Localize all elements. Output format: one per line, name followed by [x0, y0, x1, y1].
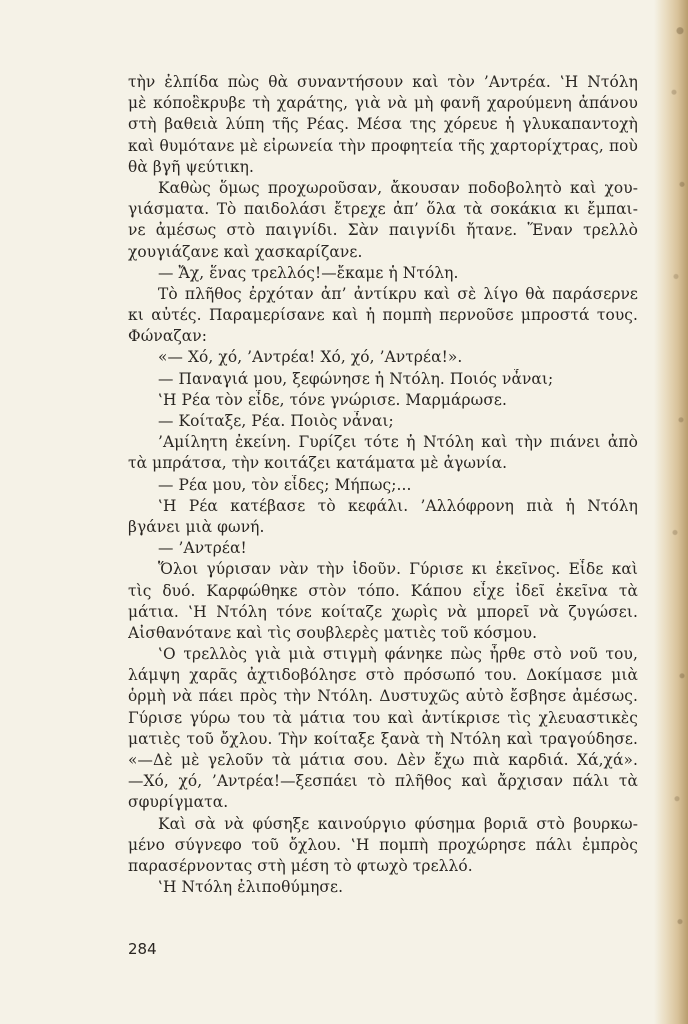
text-line: ’Αμίλητη ἐκείνη. Γυρίζει τότε ἡ Ντόλη καὶ τὴν πιάνει ἀπὸ: [158, 433, 638, 452]
body-text: [128, 72, 638, 898]
text-line: καὶ θυμότανε μὲ εἰρωνεία τὴν προφητεία τῆς χαρτορίχτρας, ποὺ: [128, 136, 638, 155]
text-line: — ’Αντρέα!: [158, 539, 247, 558]
text-line: Γύρισε γύρω του τὰ μάτια του καὶ ἀντίκρισε τὶς χλευαστικὲς: [128, 708, 638, 727]
text-line: νε ἀμέσως στὸ παιγνίδι. Σὰν παιγνίδι ἤτανε. Ἕναν τρελλὸ: [128, 221, 638, 240]
text-line: θὰ βγῆ ψεύτικη.: [128, 157, 254, 176]
text-line: κι αὐτές. Παραμερίσανε καὶ ἡ πομπὴ περνοῦσε μπροστά τους.: [128, 306, 638, 325]
text-line: μάτια. ‛Η Ντόλη τόνε κοίταζε χωρὶς νὰ μπορεῖ νὰ ζυγώσει.: [128, 602, 638, 621]
text-line: τὴν ἐλπίδα πὼς θὰ συναντήσουν καὶ τὸν ’Αντρέα. ‛Η Ντόλη: [128, 73, 638, 91]
text-line: — Ἄχ, ἕνας τρελλός!—ἔκαμε ἡ Ντόλη.: [158, 263, 459, 282]
page-edge-foxing: [668, 0, 688, 1024]
text-line: ‛Η Ντόλη ἐλιποθύμησε.: [158, 878, 344, 897]
text-line: γιάσματα. Τὸ παιδολάσι ἔτρεχε ἀπ’ ὅλα τὰ σοκάκια κι ἔμπαι-: [128, 200, 638, 219]
text-line: Ὅλοι γύρισαν νὰν τὴν ἰδοῦν. Γύρισε κι ἐκεῖνος. Εἶδε καὶ: [158, 560, 638, 579]
text-line: ‛Η Ρέα τὸν εἶδε, τόνε γνώρισε. Μαρμάρωσε.: [158, 390, 507, 409]
text-line: «— Χό, χό, ’Αντρέα! Χό, χό, ’Αντρέα!».: [158, 348, 463, 367]
text-line: μένο σύγνεφο τοῦ ὄχλου. ‛Η πομπὴ προχώρησε πάλι ἐμπρὸς: [128, 835, 638, 854]
page-number: 284: [128, 940, 157, 958]
text-line: — Παναγιά μου, ξεφώνησε ἡ Ντόλη. Ποιός νἆναι;: [158, 369, 554, 388]
text-line: «—Δὲ μὲ γελοῦν τὰ μάτια σου. Δὲν ἔχω πιὰ καρδιά. Χά,χά».: [128, 751, 638, 769]
text-line: — Κοίταξε, Ρέα. Ποιὸς νἆναι;: [158, 412, 394, 430]
text-line: ‛Ο τρελλὸς γιὰ μιὰ στιγμὴ φάνηκε πὼς ἦρθε στὸ νοῦ του,: [158, 645, 638, 664]
text-line: σφυρίγματα.: [128, 793, 229, 812]
text-line: μὲ κόποἒκρυβε τὴ χαράτης, γιὰ νὰ μὴ φανῆ χαρούμενη ἀπάνου: [128, 94, 638, 113]
text-line: χουγιάζανε καὶ χασκαρίζανε.: [128, 242, 363, 261]
text-line: στὴ βαθειὰ λύπη τῆς Ρέας. Μέσα της χόρευε ἡ γλυκαπαντοχὴ: [128, 115, 638, 134]
text-line: ὁρμὴ νὰ πάει πρὸς τὴν Ντόλη. Δυστυχῶς αὐτὸ ἔσβησε ἀμέσως.: [128, 687, 638, 706]
text-line: τὶς δυό. Καρφώθηκε στὸν τόπο. Κάπου εἶχε ἰδεῖ ἐκεῖνα τὰ: [128, 581, 638, 600]
text-line: ‛Η Ρέα κατέβασε τὸ κεφάλι. ’Αλλόφρονη πιὰ ἡ Ντόλη: [158, 496, 638, 515]
text-line: Τὸ πλῆθος ἐρχόταν ἀπ’ ἀντίκρυ καὶ σὲ λίγο θὰ παράσερνε: [158, 284, 638, 303]
text-line: Καὶ σὰ νὰ φύσηξε καινούργιο φύσημα βοριᾶ στὸ βουρκω-: [158, 814, 638, 833]
text-line: ματιὲς τοῦ ὄχλου. Τὴν κοίταξε ξανὰ τὴ Ντόλη καὶ τραγούδησε.: [128, 729, 638, 748]
text-line: —Χό, χό, ’Αντρέα!—ξεσπάει τὸ πλῆθος καὶ ἄρχισαν πάλι τὰ: [128, 772, 638, 791]
text-line: βγάνει μιὰ φωνή.: [128, 517, 265, 536]
text-line: Φώναζαν:: [128, 327, 207, 346]
text-line: — Ρέα μου, τὸν εἶδες; Μήπως;...: [158, 475, 412, 494]
text-line: τὰ μπράτσα, τὴν κοιτάζει κατάματα μὲ ἀγωνία.: [128, 454, 508, 473]
text-line: Καθὼς ὅμως προχωροῦσαν, ἄκουσαν ποδοβολητὸ καὶ χου-: [158, 178, 638, 197]
text-line: Αἰσθανότανε καὶ τὶς σουβλερὲς ματιὲς τοῦ κόσμου.: [128, 623, 538, 642]
text-line: παρασέρνοντας στὴ μέση τὸ φτωχὸ τρελλό.: [128, 856, 473, 875]
text-line: λάμψη χαρᾶς ἀχτιδοβόλησε στὸ πρόσωπό του. Δοκίμασε μιὰ: [128, 666, 638, 685]
